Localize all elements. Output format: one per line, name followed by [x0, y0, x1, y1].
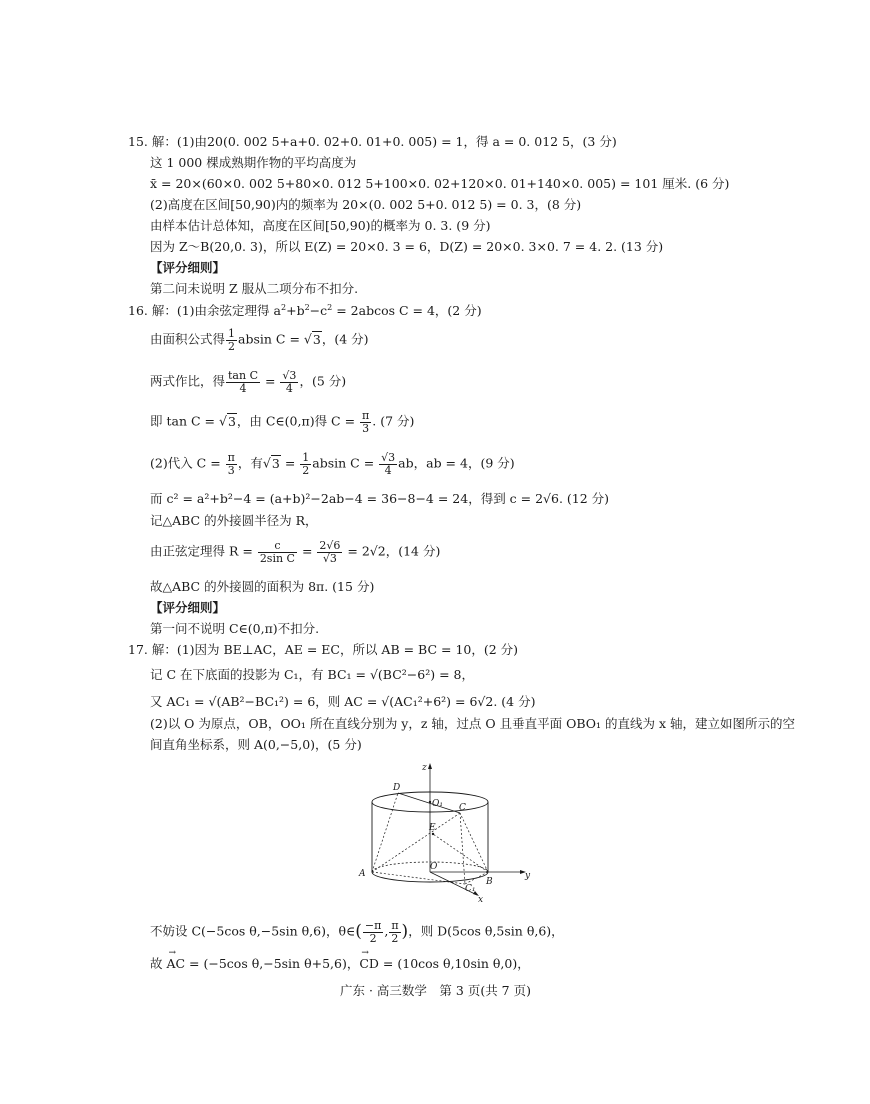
q17-line-4: (2)以 O 为原点，OB，OO₁ 所在直线分别为 y，z 轴，过点 O 且垂直平面 OBO₁ 的直线为 x 轴，建立如图所示的空 — [150, 716, 795, 731]
label-O1: O₁ — [432, 799, 443, 809]
cylinder-coordinate-figure — [355, 760, 540, 905]
q16-line-3: 两式作比，得 $\frac{\text{tan C}}{4}$ = $\frac{√3}{4}$ ，(5 分) — [150, 369, 347, 395]
label-A: A — [359, 869, 366, 879]
q16-line-1: 16. 解：(1)由余弦定理得 $a^2+b^2-c^2 = 2abcos$ C = 4，(2 分) — [128, 303, 482, 319]
q15-line-2: 这 1 000 棵成熟期作物的平均高度为 — [150, 155, 357, 170]
label-z: z — [422, 763, 427, 773]
q15-line-5: 由样本估计总体知，高度在区间[50,90)的概率为 0. 3. (9 分) — [150, 218, 491, 233]
label-C1: C₁ — [465, 884, 476, 894]
q17-line-1: 17. 解：(1)因为 BE⊥AC，AE = EC，所以 AB = BC = 10，(2 分) — [128, 642, 519, 657]
q16-line-5: (2)代入 C = $\frac{\pi}{3}$ ，有√3 = $\frac{1}{2}$ absin C = $\frac{√3}{4}$ ab，ab = 4，(9 分) — [150, 451, 515, 477]
q17-line-6: 不妨设 C(−5cos θ,−5sin θ,6)，θ∈( $\frac{-\pi}{2}$ , $\frac{\pi}{2}$ )，则 D(5cos θ,5sin θ,6)， — [150, 919, 564, 945]
label-y: y — [525, 871, 531, 881]
q16-line-7: 记△ABC 的外接圆半径为 R， — [150, 513, 318, 528]
q16-line-2: 由面积公式得 $\frac{1}{2}$ absin C = √3，(4 分) — [150, 327, 369, 353]
q17-line-7: 故 → AC = (−5cos θ,−5sin θ+5,6)，→ CD = (10cos θ,10sin θ,0)， — [150, 958, 530, 971]
q15-rubric-title: 【评分细则】 — [150, 260, 226, 275]
label-B: B — [486, 877, 493, 887]
q16-line-6: 而 c² = a²+b²−4 = (a+b)²−2ab−4 = 36−8−4 = 24，得到 c = 2√6. (12 分) — [150, 491, 610, 506]
q16-rubric: 第一问不说明 C∈(0,π)不扣分. — [150, 621, 320, 636]
q16-line-9: 故△ABC 的外接圆的面积为 8π. (15 分) — [150, 579, 375, 594]
label-C: C — [459, 803, 466, 813]
q16-line-8: 由正弦定理得 R = $\frac{c}{\text{2sin C}}$ = $\frac{2√6}{√3}$ = 2√2，(14 分) — [150, 539, 441, 565]
q16-rubric-title: 【评分细则】 — [150, 600, 226, 615]
q15-rubric: 第二问未说明 Z 服从二项分布不扣分. — [150, 281, 359, 296]
q15-line-6: 因为 Z～B(20,0. 3)，所以 E(Z) = 20×0. 3 = 6，D(Z) = 20×0. 3×0. 7 = 4. 2. (13 分) — [150, 239, 664, 254]
label-O: O — [430, 862, 438, 872]
q15-line-4: (2)高度在区间[50,90)内的频率为 20×(0. 002 5+0. 012 5) = 0. 3，(8 分) — [150, 197, 582, 212]
q17-line-3: 又 AC₁ = √(AB²−BC₁²) = 6，则 AC = √(AC₁²+6²) = 6√2. (4 分) — [150, 694, 536, 709]
q16-line-4: 即 tan C = √3，由 C∈(0,π)得 C = $\frac{\pi}{3}$ . (7 分) — [150, 409, 415, 435]
q17-line-2: 记 C 在下底面的投影为 C₁，有 BC₁ = √(BC²−6²) = 8， — [150, 667, 474, 682]
label-E: E — [429, 823, 436, 833]
page-footer: 广东 · 高三数学 第 3 页(共 7 页) — [340, 983, 531, 998]
q15-line-3: x̄ = 20×(60×0. 002 5+80×0. 012 5+100×0. 02+120×0. 01+140×0. 005) = 101 厘米. (6 分) — [150, 176, 730, 191]
label-D: D — [393, 783, 401, 793]
q15-line-1: 15. 解：(1)由20(0. 002 5+a+0. 02+0. 01+0. 005) = 1，得 a = 0. 012 5，(3 分) — [128, 134, 617, 149]
label-x: x — [478, 895, 484, 905]
q17-line-5: 间直角坐标系，则 A(0,−5,0)，(5 分) — [150, 737, 362, 752]
